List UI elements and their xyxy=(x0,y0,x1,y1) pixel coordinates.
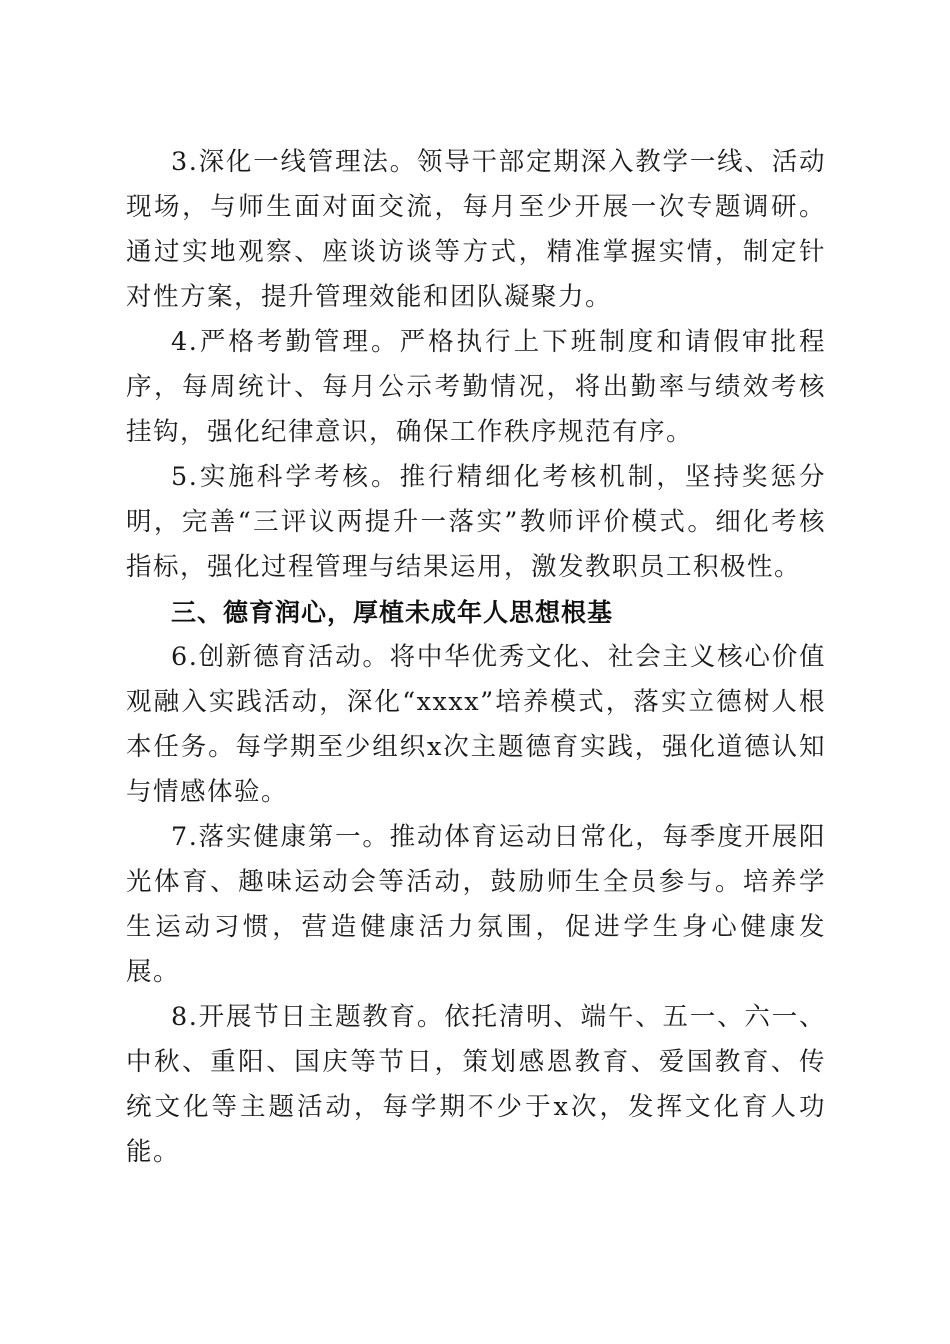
document-body xyxy=(126,140,826,1175)
paragraph-item-6: 6.创新德育活动。将中华优秀文化、社会主义核心价值观融入实践活动，深化“xxxx”培养模式，落实立德树人根本任务。每学期至少组织x次主题德育实践，强化道德认知与情感体验。 xyxy=(126,642,826,807)
paragraph-item-7: 7.落实健康第一。推动体育运动日常化，每季度开展阳光体育、趣味运动会等活动，鼓励师生全员参与。培养学生运动习惯，营造健康活力氛围，促进学生身心健康发展。 xyxy=(126,822,826,987)
paragraph-item-8: 8.开展节日主题教育。依托清明、端午、五一、六一、中秋、重阳、国庆等节日，策划感恩教育、爱国教育、传统文化等主题活动，每学期不少于x次，发挥文化育人功能。 xyxy=(126,1002,826,1167)
paragraph-item-4: 4.严格考勤管理。严格执行上下班制度和请假审批程序，每周统计、每月公示考勤情况，将出勤率与绩效考核挂钩，强化纪律意识，确保工作秩序规范有序。 xyxy=(126,327,826,447)
section-heading: 三、德育润心，厚植未成年人思想根基 xyxy=(171,598,614,627)
paragraph-item-5: 5.实施科学考核。推行精细化考核机制，坚持奖惩分明，完善“三评议两提升一落实”教师评价模式。细化考核指标，强化过程管理与结果运用，激发教职员工积极性。 xyxy=(126,462,826,582)
paragraph-item-3: 3.深化一线管理法。领导干部定期深入教学一线、活动现场，与师生面对面交流，每月至少开展一次专题调研。通过实地观察、座谈访谈等方式，精准掌握实情，制定针对性方案，提升管理效能和团队凝聚力。 xyxy=(126,147,826,312)
